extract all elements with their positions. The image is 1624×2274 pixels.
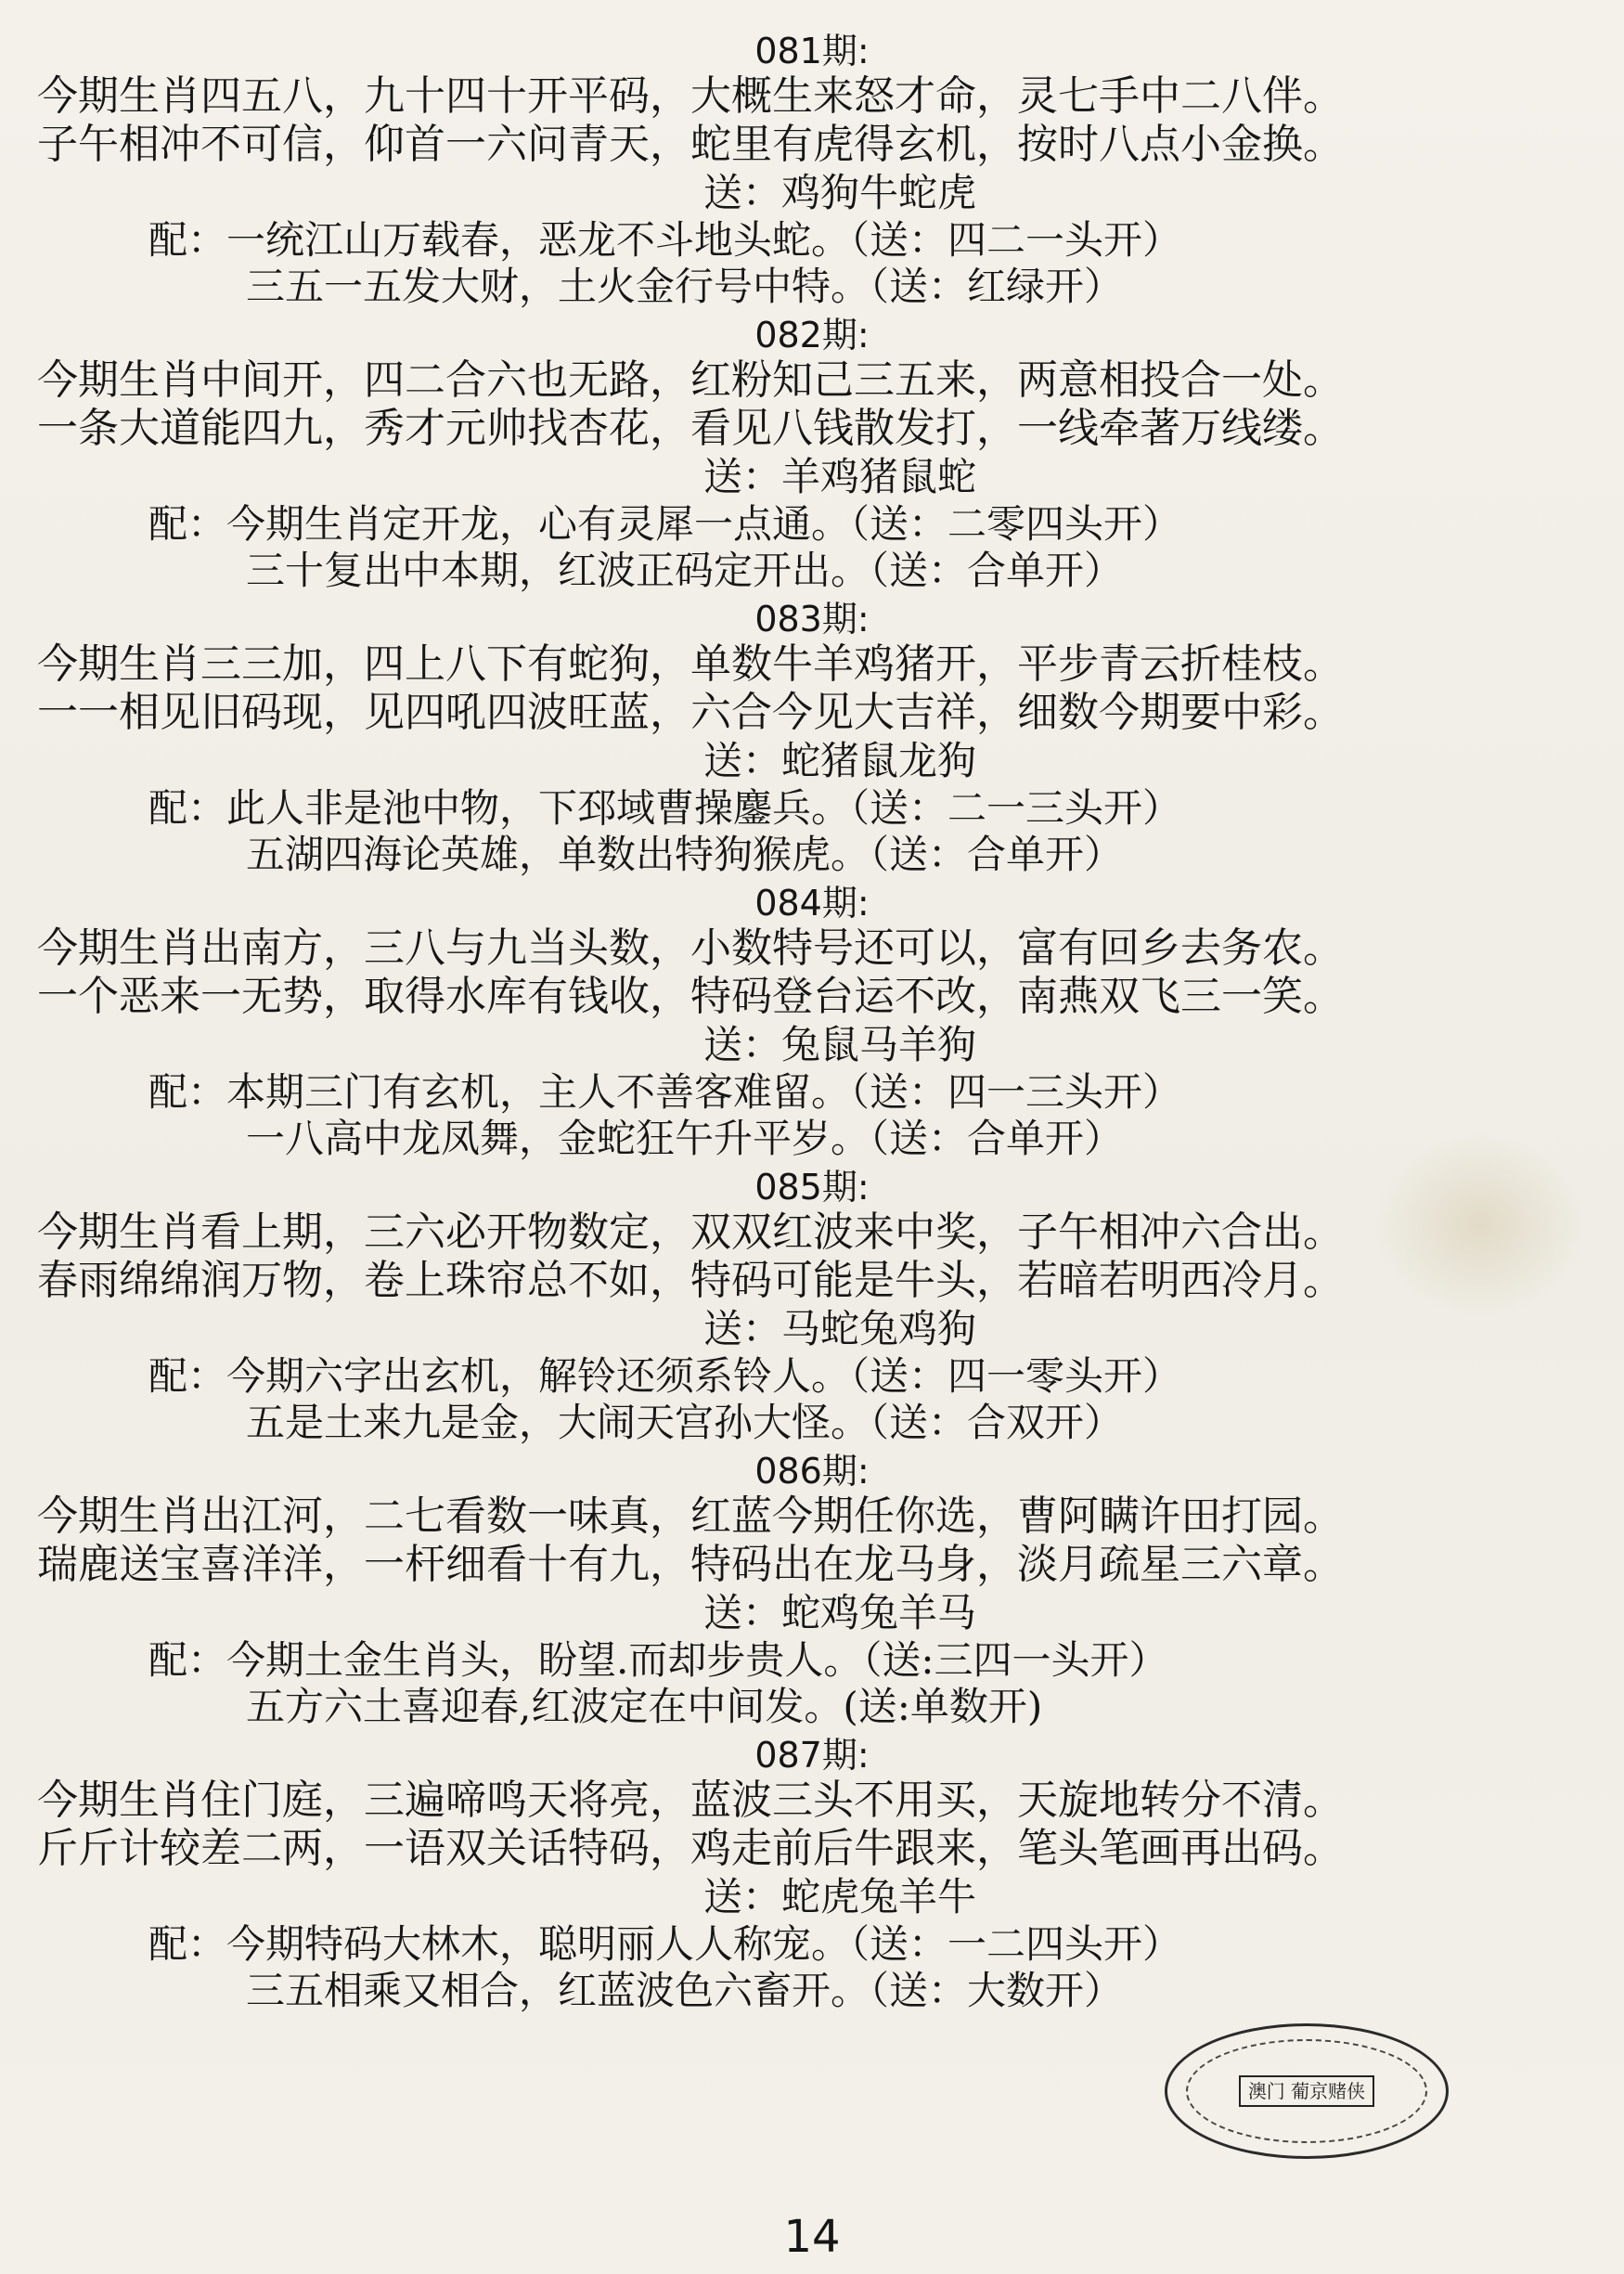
send-line: 送：羊鸡猪鼠蛇 bbox=[702, 454, 976, 499]
verse-line: 今期生肖四五八，九十四十开平码，大概生来怒才命，灵七手中二八伴。 bbox=[37, 72, 1344, 120]
verse-line: 今期生肖住门庭，三遍啼鸣天将亮，蓝波三头不用买，天旋地转分不清。 bbox=[37, 1777, 1344, 1824]
stamp-text: 澳门 葡京赌侠 bbox=[1239, 2075, 1374, 2107]
period-block-083 bbox=[37, 598, 1587, 878]
period-title: 082期: bbox=[754, 315, 870, 355]
period-title: 084期: bbox=[754, 883, 870, 924]
period-block-085 bbox=[37, 1166, 1587, 1446]
send-line: 送：马蛇兔鸡狗 bbox=[702, 1306, 976, 1351]
pair-line: 三五一五发大财，土火金行号中特。（送：红绿开） bbox=[246, 264, 1124, 309]
pair-line: 配：今期土金生肖头，盼望.而却步贵人。（送:三四一头开） bbox=[148, 1637, 1168, 1683]
period-title: 087期: bbox=[754, 1735, 870, 1776]
pair-line: 五方六土喜迎春,红波定在中间发。(送:单数开) bbox=[246, 1684, 1043, 1729]
period-title: 081期: bbox=[754, 31, 870, 71]
pair-line: 配：本期三门有玄机，主人不善客难留。（送：四一三头开） bbox=[148, 1069, 1182, 1115]
pair-line: 配：今期生肖定开龙，心有灵犀一点通。（送：二零四头开） bbox=[148, 501, 1182, 547]
page-number: 14 bbox=[783, 2211, 841, 2263]
verse-line: 斤斤计较差二两，一语双关话特码，鸡走前后牛跟来，笔头笔画再出码。 bbox=[37, 1825, 1344, 1872]
pair-line: 三五相乘又相合，红蓝波色六畜开。（送：大数开） bbox=[246, 1968, 1124, 2013]
ink-stamp bbox=[1165, 2023, 1449, 2159]
send-line: 送：蛇虎兔羊牛 bbox=[702, 1874, 976, 1919]
stamp-ring bbox=[1186, 2039, 1427, 2143]
send-line: 送：鸡狗牛蛇虎 bbox=[702, 170, 976, 215]
send-line: 送：蛇鸡兔羊马 bbox=[702, 1590, 976, 1635]
period-block-081 bbox=[37, 30, 1587, 310]
pair-line: 配：今期六字出玄机，解铃还须系铃人。（送：四一零头开） bbox=[148, 1353, 1182, 1399]
verse-line: 今期生肖出南方，三八与九当头数，小数特号还可以，富有回乡去务农。 bbox=[37, 924, 1344, 972]
period-title: 086期: bbox=[754, 1451, 870, 1492]
verse-line: 一个恶来一无势，取得水库有钱收，特码登台运不改，南燕双飞三一笑。 bbox=[37, 973, 1344, 1020]
paper-stain bbox=[1373, 1132, 1587, 1318]
send-line: 送：蛇猪鼠龙狗 bbox=[702, 738, 976, 783]
pair-line: 配：一统江山万载春，恶龙不斗地头蛇。（送：四二一头开） bbox=[148, 217, 1182, 263]
pair-line: 配：今期特码大林木，聪明丽人人称宠。（送：一二四头开） bbox=[148, 1921, 1182, 1967]
period-block-086 bbox=[37, 1450, 1587, 1730]
period-block-087 bbox=[37, 1734, 1587, 2014]
verse-line: 瑞鹿送宝喜洋洋，一杆细看十有九，特码出在龙马身，淡月疏星三六章。 bbox=[37, 1541, 1344, 1588]
verse-line: 今期生肖三三加，四上八下有蛇狗，单数牛羊鸡猪开，平步青云折桂枝。 bbox=[37, 640, 1344, 688]
pair-line: 三十复出中本期，红波正码定开出。（送：合单开） bbox=[246, 548, 1124, 593]
verse-line: 子午相冲不可信，仰首一六问青天，蛇里有虎得玄机，按时八点小金换。 bbox=[37, 121, 1344, 168]
verse-line: 一一相见旧码现，见四吼四波旺蓝，六合今见大吉祥，细数今期要中彩。 bbox=[37, 689, 1344, 736]
pair-line: 配：此人非是池中物，下邳域曹操鏖兵。（送：二一三头开） bbox=[148, 785, 1182, 831]
period-title: 083期: bbox=[754, 599, 870, 640]
verse-line: 今期生肖出江河，二七看数一味真，红蓝今期任你选，曹阿瞒许田打园。 bbox=[37, 1492, 1344, 1540]
pair-line: 一八高中龙凤舞，金蛇狂午升平岁。（送：合单开） bbox=[246, 1116, 1124, 1161]
send-line: 送：兔鼠马羊狗 bbox=[702, 1022, 976, 1067]
verse-line: 一条大道能四九，秀才元帅找杏花，看见八钱散发打，一线牵著万线缕。 bbox=[37, 405, 1344, 452]
verse-line: 春雨绵绵润万物，卷上珠帘总不如，特码可能是牛头，若暗若明西冷月。 bbox=[37, 1257, 1344, 1304]
period-block-082 bbox=[37, 314, 1587, 594]
pair-line: 五是土来九是金，大闹天宫孙大怪。（送：合双开） bbox=[246, 1400, 1124, 1445]
period-title: 085期: bbox=[754, 1167, 870, 1208]
verse-line: 今期生肖中间开，四二合六也无路，红粉知己三五来，两意相投合一处。 bbox=[37, 356, 1344, 404]
verse-line: 今期生肖看上期，三六必开物数定，双双红波来中奖，子午相冲六合出。 bbox=[37, 1208, 1344, 1256]
pair-line: 五湖四海论英雄，单数出特狗猴虎。（送：合单开） bbox=[246, 832, 1124, 877]
period-block-084 bbox=[37, 882, 1587, 1162]
